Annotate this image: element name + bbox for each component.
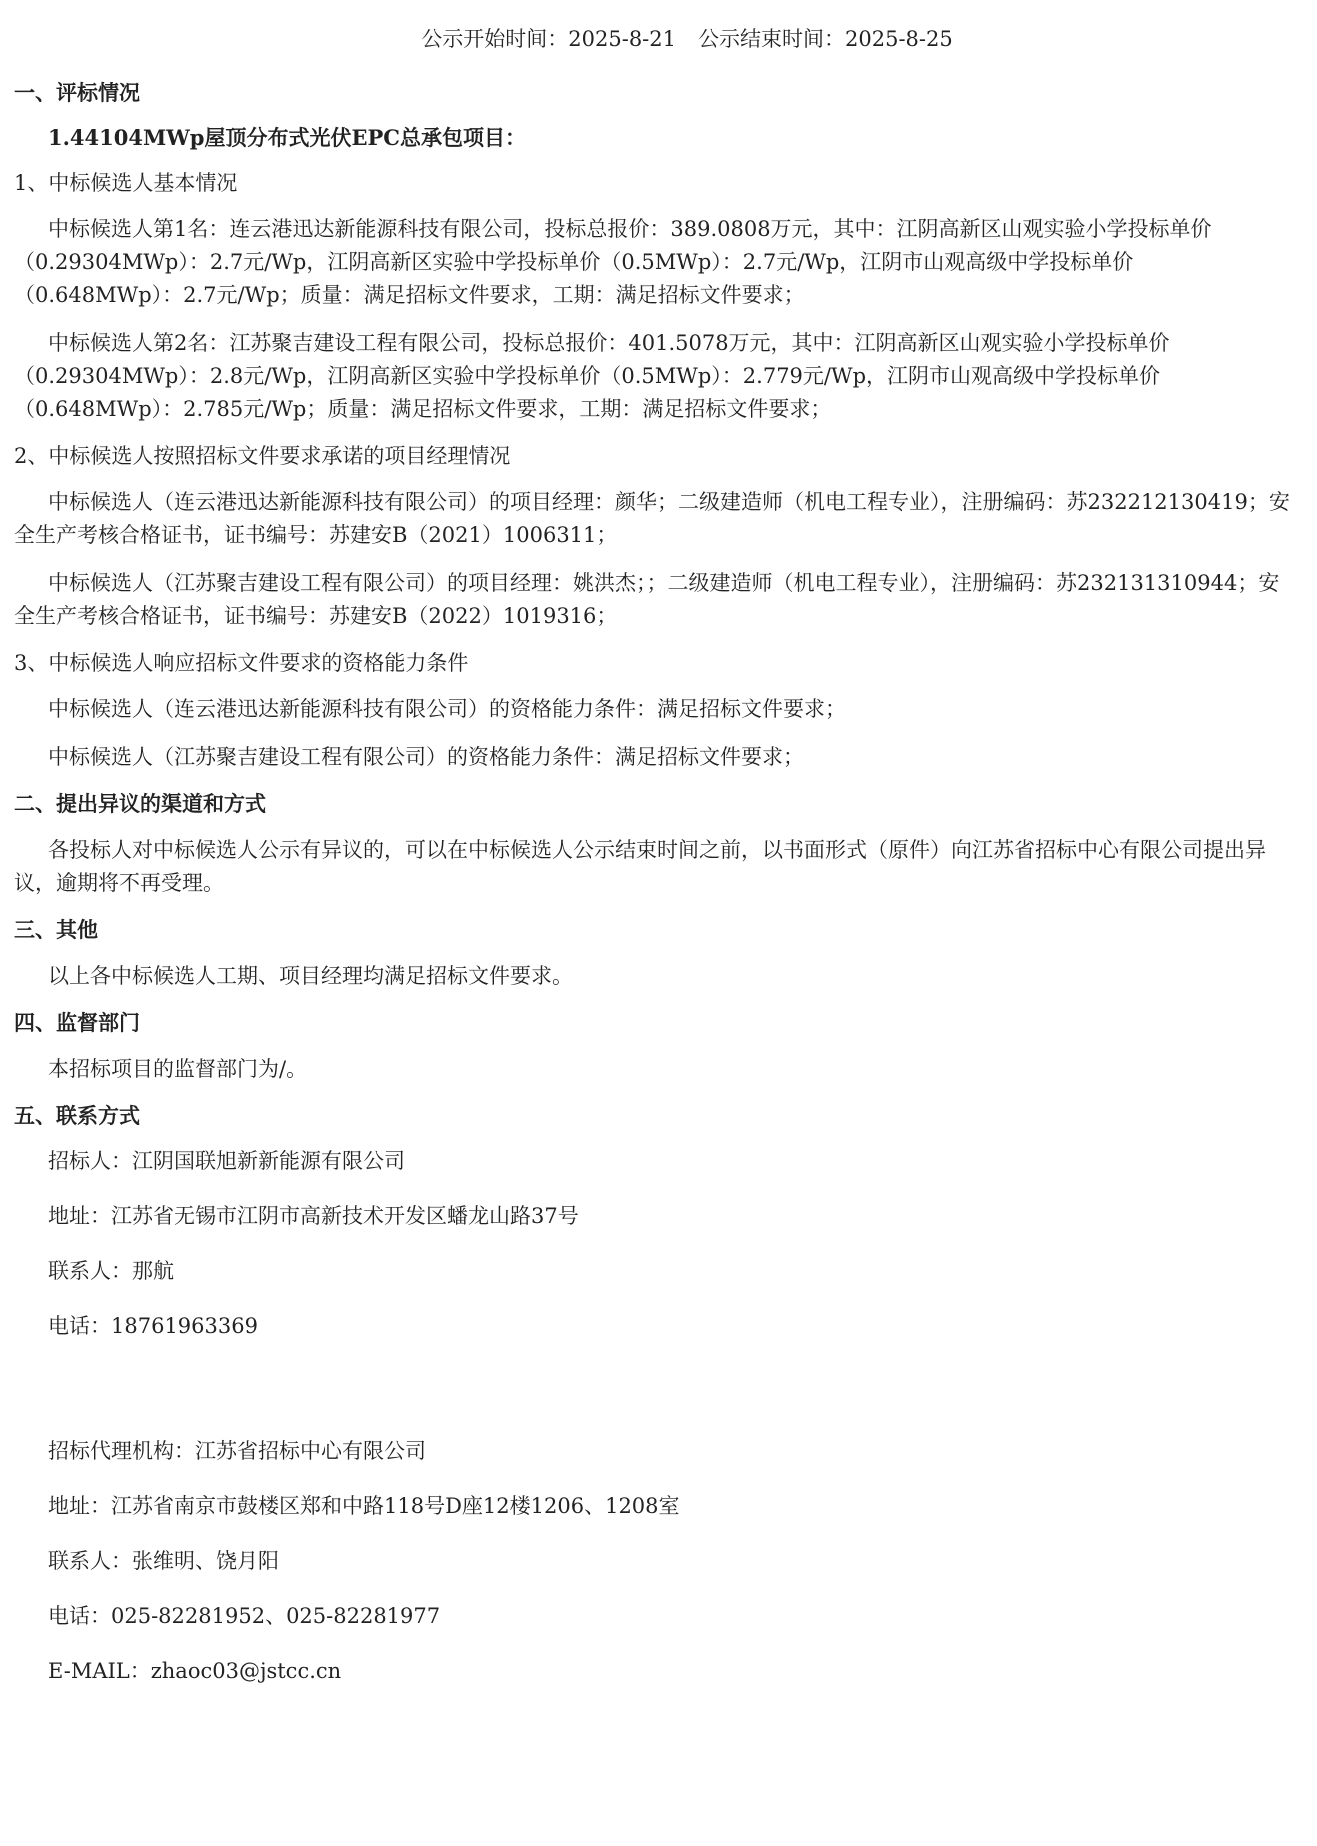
contact-spacer [14, 1366, 1300, 1426]
objection-text: 各投标人对中标候选人公示有异议的，可以在中标候选人公示结束时间之前，以书面形式（原件）向江苏省招标中心有限公司提出异议，逾期将不再受理。 [14, 838, 1266, 895]
section-evaluation-heading: 一、评标情况 [14, 80, 140, 105]
candidate-1-info: 中标候选人第1名：连云港迅达新能源科技有限公司，投标总报价：389.0808万元，其中：江阴高新区山观实验小学投标单价（0.29304MWp）：2.7元/Wp，江阴高新区实验中学投标单价（0.5MWp）：2.7元/Wp，江阴市山观高级中学投标单价（0.648MWp）：2.7元/Wp；质量：满足招标文件要求，工期：满足招标文件要求； [14, 217, 1212, 307]
tenderer-phone: 电话：18761963369 [48, 1314, 258, 1338]
candidate-1-manager: 中标候选人（连云港迅达新能源科技有限公司）的项目经理：颜华；二级建造师（机电工程专业），注册编码：苏232212130419；安全生产考核合格证书，证书编号：苏建安B（2021）1006311； [14, 490, 1290, 547]
candidates-basic-title: 1、中标候选人基本情况 [14, 171, 238, 195]
section-other-heading: 三、其他 [14, 917, 98, 942]
candidate-2-qualification: 中标候选人（江苏聚吉建设工程有限公司）的资格能力条件：满足招标文件要求； [48, 745, 804, 769]
publicity-start: 公示开始时间：2025-8-21 [421, 27, 676, 51]
agency-phone: 电话：025-82281952、025-82281977 [48, 1604, 441, 1628]
section-contact-heading: 五、联系方式 [14, 1103, 140, 1128]
agency-email: E-MAIL：zhaoc03@jstcc.cn [48, 1659, 342, 1683]
project-title: 1.44104MWp屋顶分布式光伏EPC总承包项目： [48, 125, 527, 150]
tenderer-address: 地址：江苏省无锡市江阴市高新技术开发区蟠龙山路37号 [48, 1204, 579, 1228]
candidate-1-qualification: 中标候选人（连云港迅达新能源科技有限公司）的资格能力条件：满足招标文件要求； [48, 697, 846, 721]
tenderer-contact: 联系人：那航 [48, 1259, 174, 1283]
tenderer-name: 招标人：江阴国联旭新新能源有限公司 [48, 1149, 405, 1173]
section-objection-heading: 二、提出异议的渠道和方式 [14, 791, 266, 816]
candidate-2-manager: 中标候选人（江苏聚吉建设工程有限公司）的项目经理：姚洪杰；；二级建造师（机电工程专业），注册编码：苏232131310944；安全生产考核合格证书，证书编号：苏建安B（2022）1019316； [14, 571, 1280, 628]
publicity-end: 公示结束时间：2025-8-25 [698, 27, 953, 51]
section-supervision-heading: 四、监督部门 [14, 1010, 140, 1035]
qualification-title: 3、中标候选人响应招标文件要求的资格能力条件 [14, 651, 469, 675]
other-text: 以上各中标候选人工期、项目经理均满足招标文件要求。 [48, 964, 573, 988]
supervision-text: 本招标项目的监督部门为/。 [48, 1057, 308, 1081]
candidate-2-info: 中标候选人第2名：江苏聚吉建设工程有限公司，投标总报价：401.5078万元，其中：江阴高新区山观实验小学投标单价（0.29304MWp）：2.8元/Wp，江阴高新区实验中学投标单价（0.5MWp）：2.779元/Wp，江阴市山观高级中学投标单价（0.648MWp）：2.785元/Wp；质量：满足招标文件要求，工期：满足招标文件要求； [14, 331, 1170, 421]
agency-name: 招标代理机构：江苏省招标中心有限公司 [48, 1439, 426, 1463]
agency-address: 地址：江苏省南京市鼓楼区郑和中路118号D座12楼1206、1208室 [48, 1494, 680, 1518]
publicity-dates [74, 0, 1300, 68]
agency-contact: 联系人：张维明、饶月阳 [48, 1549, 279, 1573]
project-manager-title: 2、中标候选人按照招标文件要求承诺的项目经理情况 [14, 444, 511, 468]
